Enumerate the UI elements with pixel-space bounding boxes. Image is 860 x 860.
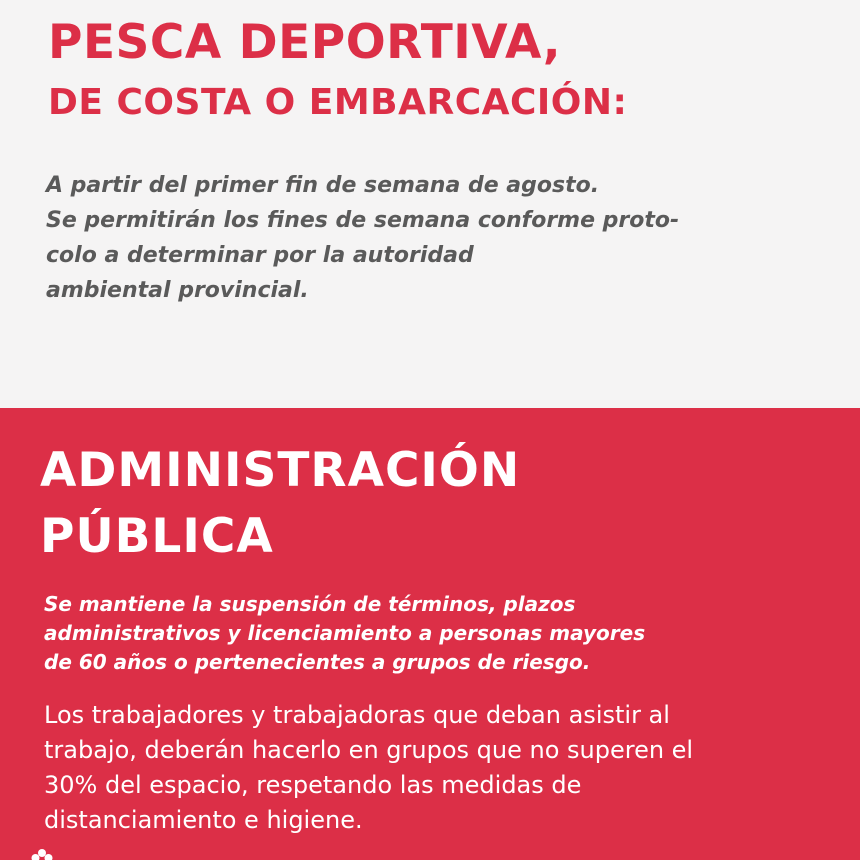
flower-icon — [30, 848, 54, 860]
administracion-body-line: Los trabajadores y trabajadoras que deban asistir al — [44, 701, 670, 729]
administracion-lead-line: de 60 años o pertenecientes a grupos de riesgo. — [44, 650, 591, 674]
pesca-description — [46, 168, 826, 308]
administracion-lead-line: Se mantiene la suspensión de términos, plazos — [44, 592, 576, 616]
administracion-title-line: PÚBLICA — [40, 509, 274, 564]
pesca-title-line1: PESCA DEPORTIVA, — [48, 15, 562, 70]
pesca-description-line: Se permitirán los fines de semana conforme proto- — [46, 208, 680, 233]
administracion-body-line: 30% del espacio, respetando las medidas de — [44, 771, 582, 799]
pesca-description-line: colo a determinar por la autoridad — [46, 243, 474, 268]
administracion-section — [0, 408, 860, 860]
administracion-lead — [44, 590, 834, 677]
administracion-title — [40, 438, 520, 570]
administracion-body — [44, 698, 844, 838]
pesca-title-line2: DE COSTA O EMBARCACIÓN: — [48, 82, 628, 123]
pesca-section — [0, 0, 860, 408]
pesca-description-line: A partir del primer fin de semana de agosto. — [46, 173, 600, 198]
administracion-body-line: trabajo, deberán hacerlo en grupos que no superen el — [44, 736, 694, 764]
administracion-body-line: distanciamiento e higiene. — [44, 806, 363, 834]
administracion-lead-line: administrativos y licenciamiento a personas mayores — [44, 621, 646, 645]
administracion-title-line: ADMINISTRACIÓN — [40, 443, 521, 498]
pesca-description-line: ambiental provincial. — [46, 278, 309, 303]
